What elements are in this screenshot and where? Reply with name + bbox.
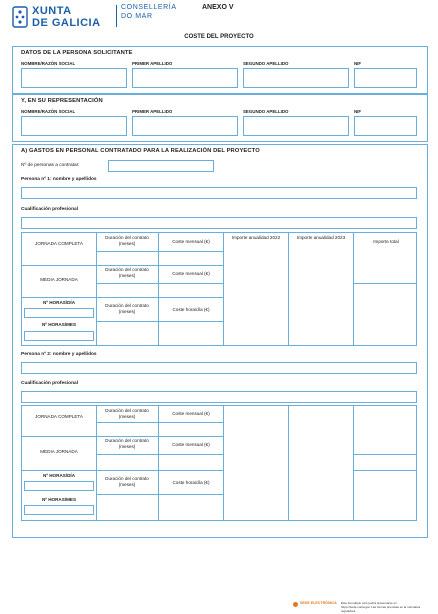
num-persons-field[interactable] xyxy=(108,160,214,172)
doc-title: COSTE DEL PROYECTO xyxy=(184,34,254,40)
p1-horas-mes-field[interactable] xyxy=(24,331,94,341)
person2-cost-table xyxy=(21,405,417,521)
p2-jornada-completa: JORNADA COMPLETA xyxy=(35,414,83,419)
rep-name-field[interactable] xyxy=(21,116,127,136)
p2-duracion-1: Duración del contrato (meses) xyxy=(105,408,149,419)
applicant-surname1-field[interactable] xyxy=(132,68,238,88)
xunta-logo xyxy=(12,4,112,32)
applicant-nif-label: NIF xyxy=(354,61,362,66)
costs-section xyxy=(12,144,428,538)
person1-label: Persona nº 1: nombre y apellidos xyxy=(21,177,97,182)
p2-horas-dia-field[interactable] xyxy=(24,481,94,491)
brand-line2: DE GALICIA xyxy=(32,17,101,29)
applicant-nif-field[interactable] xyxy=(354,68,417,88)
rep-surname1-label: PRIMER APELLIDO xyxy=(132,109,173,114)
p2-duracion-3: Duración del contrato (meses) xyxy=(105,476,149,487)
rep-nif-field[interactable] xyxy=(354,116,417,136)
person1-qualification-label: Cualificación profesional xyxy=(21,207,79,212)
p1-coste-mensual-1: Coste mensual (€) xyxy=(172,239,210,244)
person2-qualification-label: Cualificación profesional xyxy=(21,381,79,386)
person2-name-field[interactable] xyxy=(21,362,417,374)
p1-coste-mensual-2: Coste mensual (€) xyxy=(172,271,210,276)
p1-horas-mes: Nº HORAS/MES xyxy=(41,322,77,327)
p1-duracion-2: Duración del contrato (meses) xyxy=(105,267,149,278)
person2-label: Persona nº 2: nombre y apellidos xyxy=(21,352,97,357)
person1-name-field[interactable] xyxy=(21,187,417,199)
rep-surname2-field[interactable] xyxy=(243,116,349,136)
p2-media-jornada: MEDIA JORNADA xyxy=(40,449,78,454)
rep-surname2-label: SEGUNDO APELLIDO xyxy=(243,109,289,114)
representative-title: Y, EN SU REPRESENTACIÓN xyxy=(21,98,103,104)
sede-icon xyxy=(293,602,298,607)
brand-line1: XUNTA xyxy=(32,5,72,17)
p2-horas-dia: Nº HORAS/DÍA xyxy=(42,473,76,478)
num-persons-label: Nº de personas a contratar: xyxy=(21,163,80,168)
p2-coste-hora: Coste hora/día (€) xyxy=(172,480,210,485)
sede-label: SEDE ELECTRÓNICA xyxy=(300,601,337,605)
person1-cost-table xyxy=(21,232,417,346)
applicant-name-label: NOMBRE/RAZÓN SOCIAL xyxy=(21,61,76,66)
applicant-surname1-label: PRIMER APELLIDO xyxy=(132,61,173,66)
p1-importe-total: Importe total xyxy=(373,239,399,244)
rep-nif-label: NIF xyxy=(354,109,362,114)
p1-horas-dia-field[interactable] xyxy=(24,308,94,318)
p2-coste-mensual-1: Coste mensual (€) xyxy=(172,411,210,416)
p1-horas-dia: Nº HORAS/DÍA xyxy=(42,300,76,305)
logo-divider xyxy=(116,5,117,27)
person1-qualification-field[interactable] xyxy=(21,217,417,229)
person2-qualification-field[interactable] xyxy=(21,391,417,403)
p1-importe-2023: Importe anualidad 2023 xyxy=(296,235,346,240)
p2-horas-mes-field[interactable] xyxy=(24,505,94,515)
p2-duracion-2: Duración del contrato (meses) xyxy=(105,438,149,449)
applicant-surname2-field[interactable] xyxy=(243,68,349,88)
annex-label: ANEXO V xyxy=(202,4,234,11)
rep-surname1-field[interactable] xyxy=(132,116,238,136)
dept-line1: CONSELLERÍA xyxy=(121,4,177,11)
p1-coste-hora: Coste hora/día (€) xyxy=(172,307,210,312)
p1-duracion-1: Duración del contrato (meses) xyxy=(105,235,149,246)
p1-duracion-3: Duración del contrato (meses) xyxy=(105,303,149,314)
p1-importe-2022: Importe anualidad 2022 xyxy=(231,235,281,240)
applicant-name-field[interactable] xyxy=(21,68,127,88)
costs-title: A) GASTOS EN PERSONAL CONTRATADO PARA LA REALIZACIÓN DEL PROYECTO xyxy=(21,148,260,154)
xunta-shield-icon xyxy=(12,6,28,28)
footer-notice: Este formulario sólo podrá presentarse en https://sede.xunta.gal. Las formas previstas en la normativa reguladora xyxy=(341,601,421,613)
representative-section xyxy=(12,94,428,142)
applicant-surname2-label: SEGUNDO APELLIDO xyxy=(243,61,289,66)
rep-name-label: NOMBRE/RAZÓN SOCIAL xyxy=(21,109,76,114)
dept-line2: DO MAR xyxy=(121,13,153,20)
applicant-title: DATOS DE LA PERSONA SOLICITANTE xyxy=(21,50,133,56)
p1-jornada-completa: JORNADA COMPLETA xyxy=(35,241,83,246)
p1-media-jornada: MEDIA JORNADA xyxy=(40,277,78,282)
p2-coste-mensual-2: Coste mensual (€) xyxy=(172,442,210,447)
p2-horas-mes: Nº HORAS/MES xyxy=(41,497,77,502)
applicant-section xyxy=(12,46,428,94)
